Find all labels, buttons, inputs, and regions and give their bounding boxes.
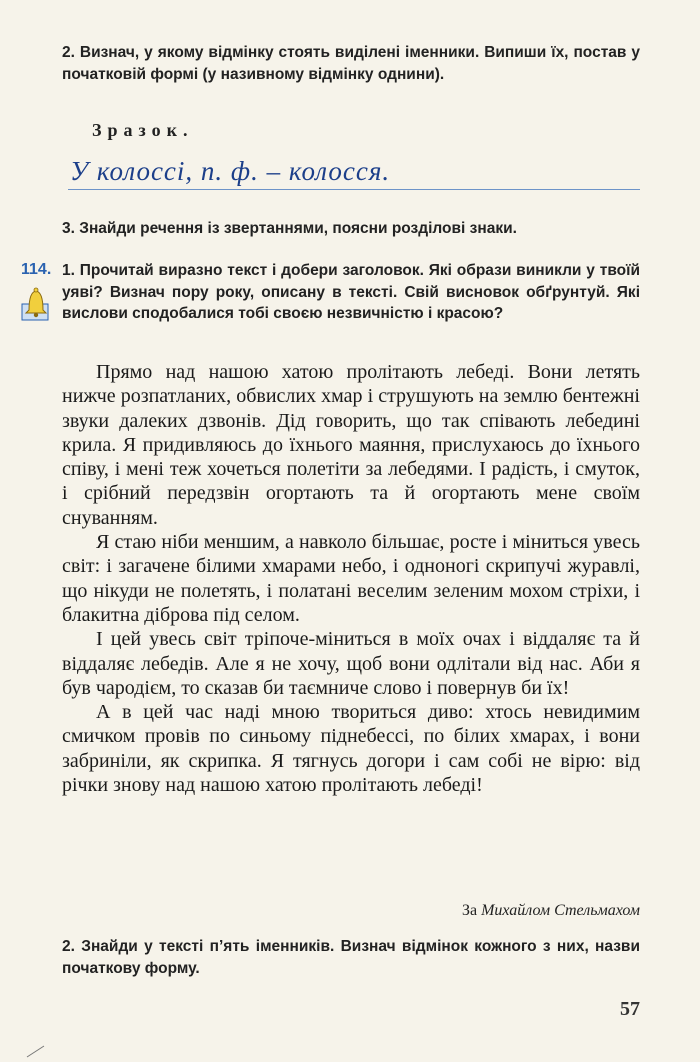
- handwritten-example: У колоссі, п. ф. – колосся.: [70, 156, 391, 186]
- author-name: Михайлом Стельмахом: [481, 902, 640, 919]
- task-2-instruction: 2. Визнач, у якому відмінку стоять виділені іменники. Випиши їх, постав у початковій формі (у називному відмінку однини).: [62, 44, 640, 83]
- story-text: [62, 360, 640, 797]
- author-attribution: [462, 902, 640, 920]
- task-2b-instruction: 2. Знайди у тексті п’ять іменників. Визнач відмінок кожного з них, назви початкову форму.: [62, 938, 640, 977]
- pencil-mark-icon: [26, 1044, 46, 1058]
- handwriting-underline: [68, 189, 640, 190]
- exercise-number: 114.: [21, 261, 52, 278]
- bell-icon: [20, 284, 52, 322]
- page-number: 57: [620, 998, 640, 1020]
- task-3-instruction: 3. Знайди речення із звертаннями, поясни розділові знаки.: [62, 220, 517, 237]
- story-paragraph: Прямо над нашою хатою пролітають лебеді. Вони летять нижче розпатланих, обвислих хмар і струшують на землю бентежні звуки далеких дзвонів. Дід говорить, що так співають лебедині крила. Я придивляюсь до їхнього маяння, прислухаюсь до їхнього співу, і мені теж хочеться полетіти за лебедями. І радість, і смуток, і срібний передзвін огортають та й огортають мене своїм снуванням.: [62, 361, 640, 529]
- author-prefix: За: [461, 902, 478, 919]
- exercise-task-1: 1. Прочитай виразно текст і добери заголовок. Які образи виникли у твоїй уяві? Визнач пору року, описану в тексті. Свій висновок обґрунтуй. Які вислови сподобалися тобі своєю незвичністю і красою?: [62, 262, 640, 322]
- story-paragraph: А в цей час наді мною твориться диво: хтось невидимим смичком провів по синьому піднебессі, по білих хмарах, і вони забриніли, як скрипка. Я тягнусь догори і сам собі не вірю: від річки знову над нашою хатою пролітають лебеді!: [62, 701, 640, 797]
- story-paragraph: І цей увесь світ тріпоче-міниться в моїх очах і віддаляє та й віддаляє лебедів. Але я не хочу, щоб вони одлітали від нас. Аби я був чародієм, то сказав би таємниче слово і повернув би їх!: [62, 628, 640, 699]
- sample-label: Зразок.: [92, 120, 194, 140]
- story-paragraph: Я стаю ніби меншим, а навколо більшає, росте і міниться увесь світ: і загачене білими хмарами небо, і одноногі скрипучі журавлі, що нікуди не полетять, і полатані веселим зеленим мохом стріхи, і блакитна діброва під селом.: [62, 531, 640, 626]
